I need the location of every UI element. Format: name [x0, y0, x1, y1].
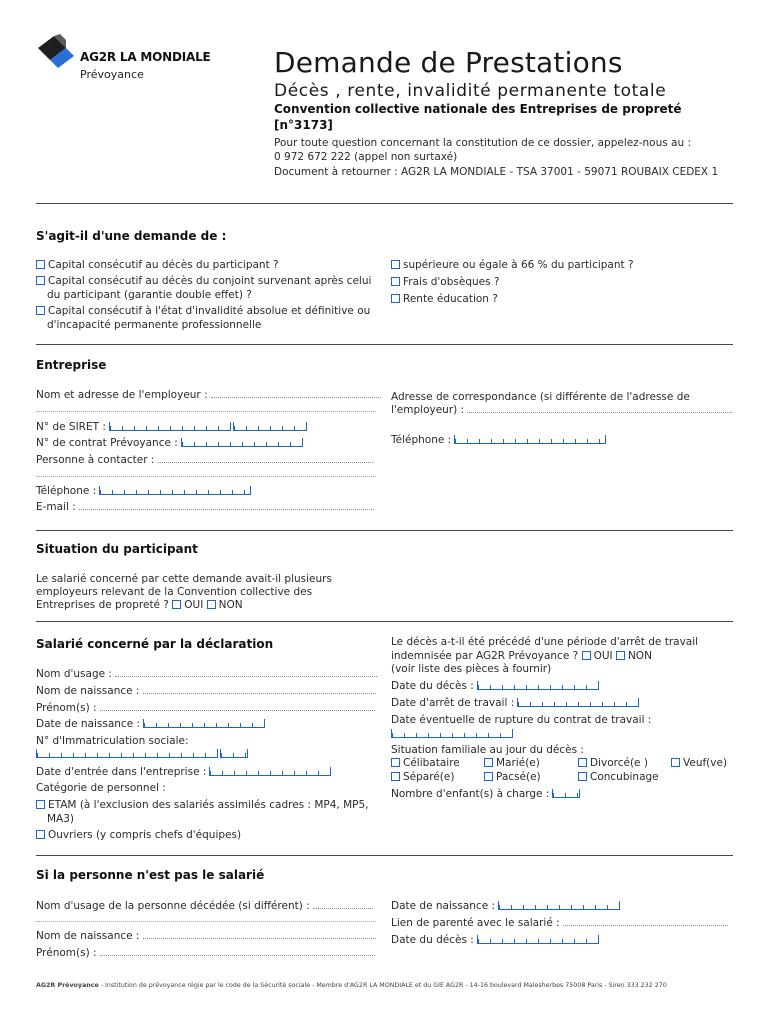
death-date-field[interactable]: Date du décès : [391, 679, 599, 693]
date-boxes[interactable] [391, 729, 513, 738]
page-subtitle: Décès , rente, invalidité permanente totale [274, 81, 667, 101]
deceased-death-date-field[interactable]: Date du décès : [391, 933, 599, 947]
children-field[interactable]: Nombre d'enfant(s) à charge : [391, 787, 580, 801]
status-separe[interactable]: Séparé(e) [391, 770, 454, 784]
option-rente-education[interactable]: Rente éducation ? [391, 292, 498, 306]
brand-subtitle: Prévoyance [80, 68, 144, 81]
deceased-birth-date-field[interactable]: Date de naissance : [391, 899, 620, 913]
input-line[interactable] [100, 946, 375, 956]
firstname-field[interactable]: Prénom(s) : [36, 701, 375, 715]
checkbox[interactable] [36, 276, 45, 285]
request-heading: S'agit-il d'une demande de : [36, 229, 227, 243]
option-capital-conjoint[interactable]: Capital consécutif au décès du conjoint survenant après celui [36, 274, 371, 288]
children-boxes[interactable] [552, 789, 580, 798]
contact-info [274, 136, 724, 164]
option-ouvriers[interactable]: Ouvriers (y compris chefs d'équipes) [36, 828, 241, 842]
page-title: Demande de Prestations [274, 46, 623, 79]
checkbox[interactable] [391, 772, 400, 781]
footer-brand: AG2R Prévoyance [36, 982, 99, 989]
relationship-field[interactable]: Lien de parenté avec le salarié : [391, 916, 728, 930]
immat-boxes[interactable] [36, 749, 218, 758]
salarie-heading: Salarié concerné par la déclaration [36, 637, 274, 651]
contact-line-1: Pour toute question concernant la constitution de ce dossier, appelez-nous au : [274, 137, 692, 149]
option-etam[interactable]: ETAM (à l'exclusion des salariés assimilés cadres : MP4, MP5, [36, 798, 369, 812]
deceased-birth-name-field[interactable]: Nom de naissance : [36, 929, 376, 943]
checkbox[interactable] [578, 772, 587, 781]
situation-question: Entreprises de propreté ? OUI NON [36, 599, 243, 611]
input-line[interactable] [36, 411, 376, 412]
divider [36, 530, 733, 531]
return-address: Document à retourner : AG2R LA MONDIALE - TSA 37001 - 59071 ROUBAIX CEDEX 1 [274, 166, 719, 178]
status-pacse[interactable]: Pacsé(e) [484, 770, 541, 784]
input-line[interactable] [211, 388, 381, 398]
contact-line-2: 0 972 672 222 (appel non surtaxé) [274, 151, 458, 163]
phone-field[interactable]: Téléphone : [36, 484, 251, 498]
input-line[interactable] [100, 701, 375, 711]
deceased-usage-field[interactable]: Nom d'usage de la personne décédée (si différent) : [36, 899, 373, 913]
checkbox[interactable] [484, 758, 493, 767]
birth-date-field[interactable]: Date de naissance : [36, 717, 265, 731]
input-line[interactable] [143, 929, 376, 939]
status-celibataire[interactable]: Célibataire [391, 756, 460, 770]
arret-date-field[interactable]: Date d'arrêt de travail : [391, 696, 639, 710]
status-divorce[interactable]: Divorcé(e ) [578, 756, 648, 770]
checkbox-non[interactable] [207, 600, 216, 609]
siret-boxes[interactable] [109, 422, 231, 431]
rupture-label: Date éventuelle de rupture du contrat de travail : [391, 714, 652, 726]
status-concubinage[interactable]: Concubinage [578, 770, 659, 784]
entry-date-field[interactable]: Date d'entrée dans l'entreprise : [36, 765, 331, 779]
category-label: Catégorie de personnel : [36, 782, 166, 794]
employer-field[interactable]: Nom et adresse de l'employeur : [36, 388, 381, 402]
arret-question-1: Le décès a-t-il été précédé d'une période d'arrêt de travail [391, 636, 699, 648]
date-boxes[interactable] [477, 681, 599, 690]
option-frais-obseques[interactable]: Frais d'obsèques ? [391, 275, 499, 289]
situation-text-1: Le salarié concerné par cette demande avait-il plusieurs [36, 573, 332, 585]
option-etam-cont: MA3) [47, 813, 75, 825]
immat-field[interactable] [33, 747, 248, 761]
checkbox-non[interactable] [616, 651, 625, 660]
input-line[interactable] [36, 476, 376, 477]
phone-right-field[interactable]: Téléphone : [391, 433, 606, 447]
other-person-heading: Si la personne n'est pas le salarié [36, 868, 265, 882]
correspondence-label: Adresse de correspondance (si différente de l'adresse de [391, 391, 690, 403]
input-line[interactable] [313, 899, 373, 909]
contact-person-field[interactable]: Personne à contacter : [36, 453, 373, 467]
input-line[interactable] [143, 684, 376, 694]
checkbox[interactable] [391, 294, 400, 303]
arret-note: (voir liste des pièces à fournir) [391, 663, 552, 675]
date-boxes[interactable] [143, 719, 265, 728]
date-boxes[interactable] [517, 698, 639, 707]
arret-question-2: indemnisée par AG2R Prévoyance ? OUI NON [391, 650, 652, 662]
convention-label: Convention collective nationale des Entreprises de propreté [n°3173] [274, 102, 682, 132]
checkbox[interactable] [391, 758, 400, 767]
checkbox[interactable] [36, 830, 45, 839]
checkbox[interactable] [578, 758, 587, 767]
divider [36, 855, 733, 856]
status-marie[interactable]: Marié(e) [484, 756, 540, 770]
input-line[interactable] [467, 403, 732, 413]
siret-field[interactable]: N° de SIRET : [36, 420, 307, 434]
footer-text: - Institution de prévoyance régie par le code de la Sécurité sociale - Membre d'AG2R LA MONDIALE et du GIE AG2R - 14-16 boulevard Malesherbes 75008 Paris - Siren 333 232 270 [98, 982, 667, 989]
situation-heading: Situation du participant [36, 542, 198, 556]
input-line[interactable] [36, 921, 376, 922]
ag2r-logo [36, 34, 76, 74]
option-capital-invalidite[interactable]: Capital consécutif à l'état d'invalidité absolue et définitive ou [36, 304, 370, 318]
checkbox[interactable] [36, 260, 45, 269]
option-capital-deces[interactable]: Capital consécutif au décès du participant ? [36, 258, 279, 272]
contract-field[interactable]: N° de contrat Prévoyance : [36, 436, 303, 450]
option-capital-invalidite-cont: d'incapacité permanente professionnelle [47, 319, 262, 331]
immat-key-boxes[interactable] [220, 749, 248, 758]
situation-text-2: employeurs relevant de la Convention collective des [36, 586, 313, 598]
date-boxes[interactable] [477, 935, 599, 944]
phone-boxes[interactable] [99, 486, 251, 495]
correspondence-field[interactable]: l'employeur) : [391, 403, 732, 417]
footer-legal [36, 982, 667, 989]
deceased-firstname-field[interactable]: Prénom(s) : [36, 946, 375, 960]
input-line[interactable] [158, 453, 373, 463]
divider [36, 203, 733, 204]
immat-label: N° d'Immatriculation sociale: [36, 735, 189, 747]
divider [36, 621, 733, 622]
brand-name: AG2R LA MONDIALE [80, 50, 211, 64]
date-boxes[interactable] [498, 901, 620, 910]
birth-name-field[interactable]: Nom de naissance : [36, 684, 376, 698]
date-boxes[interactable] [209, 767, 331, 776]
checkbox[interactable] [36, 306, 45, 315]
entreprise-heading: Entreprise [36, 358, 107, 372]
input-line[interactable] [115, 667, 377, 677]
status-veuf[interactable]: Veuf(ve) [671, 756, 727, 770]
checkbox[interactable] [484, 772, 493, 781]
email-field[interactable]: E-mail : [36, 500, 374, 514]
checkbox-oui[interactable] [172, 600, 181, 609]
option-capital-conjoint-cont: du participant (garantie double effet) ? [47, 289, 252, 301]
divider [36, 344, 733, 345]
checkbox[interactable] [391, 277, 400, 286]
input-line[interactable] [79, 500, 374, 510]
checkbox[interactable] [671, 758, 680, 767]
checkbox[interactable] [36, 800, 45, 809]
phone-boxes[interactable] [454, 435, 606, 444]
familiale-label: Situation familiale au jour du décès : [391, 744, 584, 756]
checkbox[interactable] [391, 260, 400, 269]
input-line[interactable] [563, 916, 728, 926]
siret-boxes-2[interactable] [233, 422, 307, 431]
contract-boxes[interactable] [181, 438, 303, 447]
checkbox-oui[interactable] [582, 651, 591, 660]
rupture-field[interactable] [388, 727, 513, 741]
usage-name-field[interactable]: Nom d'usage : [36, 667, 377, 681]
option-incapacite[interactable]: supérieure ou égale à 66 % du participant ? [391, 258, 634, 272]
